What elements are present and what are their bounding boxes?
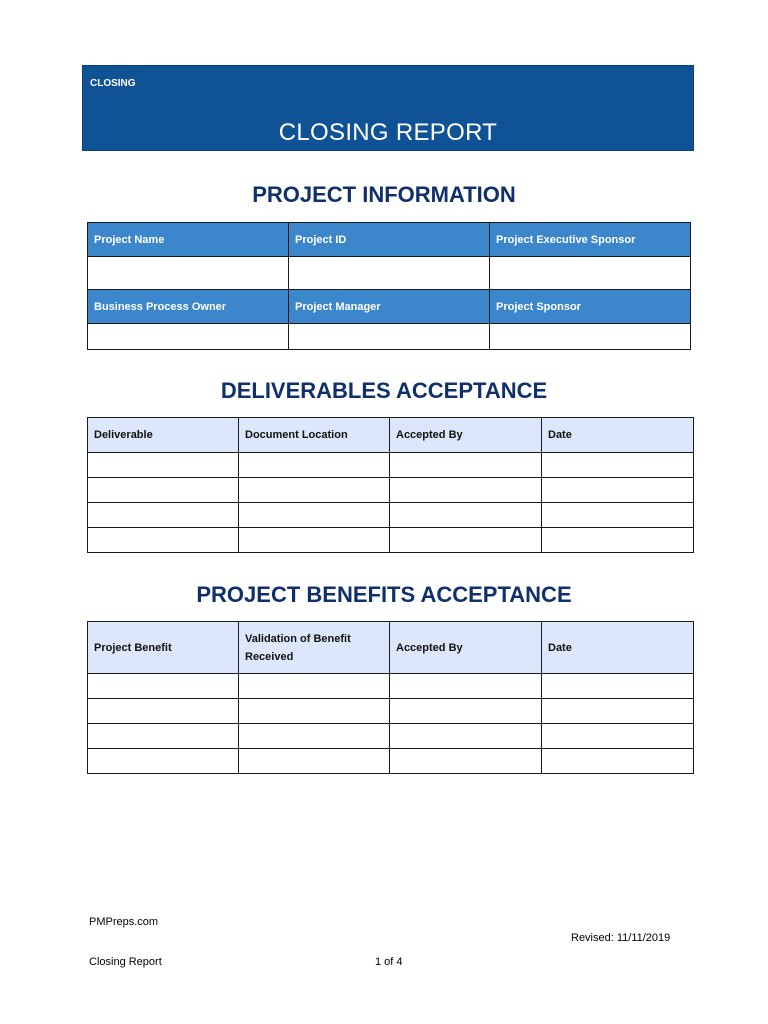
table-cell[interactable] [239,674,390,699]
table-cell[interactable] [390,503,542,528]
header-banner [82,65,694,151]
header-project-manager: Project Manager [289,290,490,324]
table-cell[interactable] [542,503,694,528]
deliverables-table [87,417,694,553]
table-header-row [88,622,694,674]
project-executive-sponsor-field[interactable] [490,257,691,290]
table-cell[interactable] [542,528,694,553]
table-cell[interactable] [390,528,542,553]
table-cell[interactable] [542,724,694,749]
table-row [88,453,694,478]
footer-site: PMPreps.com [89,916,159,928]
table-cell[interactable] [88,724,239,749]
header-project-executive-sponsor: Project Executive Sponsor [490,223,691,257]
section-title-project-information: PROJECT INFORMATION [252,182,516,207]
table-cell[interactable] [88,453,239,478]
table-row [88,528,694,553]
table-row [88,724,694,749]
report-title: CLOSING REPORT [278,119,498,146]
table-cell[interactable] [239,453,390,478]
table-cell[interactable] [390,674,542,699]
table-cell[interactable] [542,453,694,478]
table-cell[interactable] [88,528,239,553]
table-cell[interactable] [390,478,542,503]
header-business-process-owner: Business Process Owner [88,290,289,324]
header-project-benefit: Project Benefit [88,622,239,674]
table-cell[interactable] [88,749,239,774]
table-cell[interactable] [542,674,694,699]
table-cell[interactable] [239,699,390,724]
header-project-name: Project Name [88,223,289,257]
table-cell[interactable] [390,453,542,478]
project-manager-field[interactable] [289,324,490,350]
table-cell[interactable] [239,724,390,749]
table-header-row [88,223,691,257]
header-deliverable: Deliverable [88,418,239,453]
header-validation-of-benefit: Validation of Benefit Received [239,622,390,674]
project-name-field[interactable] [88,257,289,290]
table-row [88,749,694,774]
table-cell[interactable] [542,749,694,774]
table-row [88,674,694,699]
table-cell[interactable] [88,478,239,503]
project-id-field[interactable] [289,257,490,290]
table-cell[interactable] [390,749,542,774]
footer-page-number: 1 of 4 [375,956,403,968]
header-project-id: Project ID [289,223,490,257]
table-cell[interactable] [88,699,239,724]
header-date: Date [542,622,694,674]
table-row [88,324,691,350]
header-accepted-by: Accepted By [390,622,542,674]
table-cell[interactable] [239,749,390,774]
header-tag: CLOSING [90,78,136,89]
table-cell[interactable] [390,724,542,749]
table-cell[interactable] [239,503,390,528]
project-information-table [87,222,691,350]
table-cell[interactable] [239,478,390,503]
footer-document-name: Closing Report [89,956,162,968]
table-row [88,257,691,290]
table-header-row [88,418,694,453]
table-cell[interactable] [88,503,239,528]
benefits-table [87,621,694,774]
project-sponsor-field[interactable] [490,324,691,350]
table-cell[interactable] [88,674,239,699]
section-title-deliverables-acceptance: DELIVERABLES ACCEPTANCE [220,378,548,403]
table-cell[interactable] [239,528,390,553]
footer-revised-date: Revised: 11/11/2019 [571,932,671,944]
table-cell[interactable] [390,699,542,724]
header-project-sponsor: Project Sponsor [490,290,691,324]
table-row [88,699,694,724]
business-process-owner-field[interactable] [88,324,289,350]
header-document-location: Document Location [239,418,390,453]
section-title-benefits-acceptance: PROJECT BENEFITS ACCEPTANCE [196,582,572,607]
header-accepted-by: Accepted By [390,418,542,453]
table-cell[interactable] [542,478,694,503]
header-date: Date [542,418,694,453]
table-cell[interactable] [542,699,694,724]
table-row [88,503,694,528]
table-row [88,478,694,503]
table-header-row [88,290,691,324]
